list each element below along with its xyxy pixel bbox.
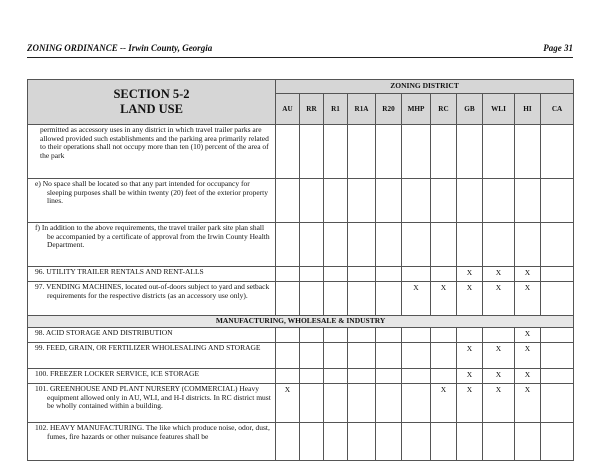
permitted-mark-gb: X bbox=[457, 343, 483, 369]
permitted-mark-r1a bbox=[348, 223, 376, 267]
permitted-mark-rr bbox=[300, 282, 324, 316]
permitted-mark-r1 bbox=[324, 343, 348, 369]
permitted-mark-au bbox=[276, 369, 300, 384]
permitted-mark-r1 bbox=[324, 179, 348, 223]
permitted-mark-wli bbox=[483, 125, 515, 179]
column-header-r20: R20 bbox=[376, 94, 402, 125]
column-header-rr: RR bbox=[300, 94, 324, 125]
permitted-mark-mhp bbox=[402, 328, 431, 343]
column-header-rc: RC bbox=[431, 94, 457, 125]
column-header-mhp: MHP bbox=[402, 94, 431, 125]
permitted-mark-ca bbox=[541, 328, 574, 343]
permitted-mark-rc: X bbox=[431, 282, 457, 316]
table-row bbox=[28, 343, 574, 369]
column-header-gb: GB bbox=[457, 94, 483, 125]
permitted-mark-mhp: X bbox=[402, 282, 431, 316]
land-use-description: 96. UTILITY TRAILER RENTALS AND RENT-ALLS bbox=[28, 267, 276, 282]
permitted-mark-ca bbox=[541, 282, 574, 316]
permitted-mark-r20 bbox=[376, 423, 402, 461]
column-header-hi: HI bbox=[515, 94, 541, 125]
column-header-ca: CA bbox=[541, 94, 574, 125]
permitted-mark-r1a bbox=[348, 423, 376, 461]
permitted-mark-rc bbox=[431, 423, 457, 461]
permitted-mark-hi: X bbox=[515, 267, 541, 282]
column-header-wli: WLI bbox=[483, 94, 515, 125]
permitted-mark-mhp bbox=[402, 384, 431, 423]
permitted-mark-gb: X bbox=[457, 384, 483, 423]
permitted-mark-hi: X bbox=[515, 384, 541, 423]
permitted-mark-ca bbox=[541, 423, 574, 461]
permitted-mark-mhp bbox=[402, 223, 431, 267]
permitted-mark-r20 bbox=[376, 343, 402, 369]
land-use-table bbox=[27, 79, 574, 461]
permitted-mark-r1a bbox=[348, 125, 376, 179]
permitted-mark-ca bbox=[541, 384, 574, 423]
permitted-mark-gb bbox=[457, 223, 483, 267]
permitted-mark-gb: X bbox=[457, 267, 483, 282]
permitted-mark-rr bbox=[300, 423, 324, 461]
permitted-mark-mhp bbox=[402, 343, 431, 369]
permitted-mark-hi: X bbox=[515, 328, 541, 343]
permitted-mark-rr bbox=[300, 369, 324, 384]
permitted-mark-rr bbox=[300, 343, 324, 369]
permitted-mark-ca bbox=[541, 369, 574, 384]
permitted-mark-au bbox=[276, 282, 300, 316]
table-row bbox=[28, 423, 574, 461]
permitted-mark-r1 bbox=[324, 125, 348, 179]
permitted-mark-rc bbox=[431, 369, 457, 384]
permitted-mark-rc: X bbox=[431, 384, 457, 423]
permitted-mark-r1a bbox=[348, 267, 376, 282]
permitted-mark-r20 bbox=[376, 384, 402, 423]
permitted-mark-rr bbox=[300, 267, 324, 282]
land-use-description: 102. HEAVY MANUFACTURING. The like which produce noise, odor, dust, fumes, fire hazards or other nuisance features shall be bbox=[28, 423, 276, 461]
document-title: ZONING ORDINANCE -- Irwin County, Georgia bbox=[27, 43, 213, 53]
permitted-mark-au: X bbox=[276, 384, 300, 423]
permitted-mark-rc bbox=[431, 343, 457, 369]
permitted-mark-r1a bbox=[348, 282, 376, 316]
permitted-mark-r20 bbox=[376, 328, 402, 343]
permitted-mark-r1a bbox=[348, 328, 376, 343]
permitted-mark-rr bbox=[300, 179, 324, 223]
permitted-mark-rr bbox=[300, 328, 324, 343]
column-header-r1: R1 bbox=[324, 94, 348, 125]
page-number: Page 31 bbox=[543, 43, 573, 53]
permitted-mark-au bbox=[276, 267, 300, 282]
permitted-mark-hi: X bbox=[515, 282, 541, 316]
table-row bbox=[28, 179, 574, 223]
table-title-cell bbox=[28, 80, 276, 125]
zoning-district-header: ZONING DISTRICT bbox=[276, 80, 574, 94]
permitted-mark-rr bbox=[300, 223, 324, 267]
permitted-mark-gb bbox=[457, 328, 483, 343]
permitted-mark-r20 bbox=[376, 369, 402, 384]
permitted-mark-mhp bbox=[402, 267, 431, 282]
table-row bbox=[28, 328, 574, 343]
permitted-mark-wli bbox=[483, 179, 515, 223]
permitted-mark-au bbox=[276, 125, 300, 179]
section-number: SECTION 5-2 bbox=[113, 87, 190, 101]
table-row bbox=[28, 282, 574, 316]
permitted-mark-rc bbox=[431, 328, 457, 343]
permitted-mark-wli: X bbox=[483, 282, 515, 316]
permitted-mark-hi: X bbox=[515, 343, 541, 369]
permitted-mark-r1a bbox=[348, 343, 376, 369]
permitted-mark-r20 bbox=[376, 125, 402, 179]
permitted-mark-rc bbox=[431, 125, 457, 179]
permitted-mark-r1 bbox=[324, 384, 348, 423]
permitted-mark-mhp bbox=[402, 369, 431, 384]
permitted-mark-rc bbox=[431, 267, 457, 282]
permitted-mark-hi bbox=[515, 423, 541, 461]
permitted-mark-r1 bbox=[324, 369, 348, 384]
permitted-mark-r1a bbox=[348, 384, 376, 423]
permitted-mark-r1a bbox=[348, 179, 376, 223]
permitted-mark-r20 bbox=[376, 267, 402, 282]
permitted-mark-gb: X bbox=[457, 282, 483, 316]
column-header-au: AU bbox=[276, 94, 300, 125]
land-use-description: 100. FREEZER LOCKER SERVICE, ICE STORAGE bbox=[28, 369, 276, 384]
permitted-mark-au bbox=[276, 179, 300, 223]
permitted-mark-rr bbox=[300, 384, 324, 423]
page-header bbox=[27, 43, 573, 55]
permitted-mark-hi bbox=[515, 223, 541, 267]
permitted-mark-ca bbox=[541, 223, 574, 267]
land-use-description: 98. ACID STORAGE AND DISTRIBUTION bbox=[28, 328, 276, 343]
permitted-mark-wli: X bbox=[483, 267, 515, 282]
permitted-mark-r20 bbox=[376, 282, 402, 316]
permitted-mark-wli bbox=[483, 223, 515, 267]
table-body bbox=[28, 125, 574, 461]
land-use-description: 99. FEED, GRAIN, OR FERTILIZER WHOLESALING AND STORAGE bbox=[28, 343, 276, 369]
permitted-mark-gb bbox=[457, 179, 483, 223]
permitted-mark-wli: X bbox=[483, 384, 515, 423]
permitted-mark-ca bbox=[541, 343, 574, 369]
permitted-mark-ca bbox=[541, 179, 574, 223]
land-use-description: 101. GREENHOUSE AND PLANT NURSERY (COMMERCIAL) Heavy equipment allowed only in AU, WLI, and H-I districts. In RC district must be wholly contained within a building. bbox=[28, 384, 276, 423]
permitted-mark-wli bbox=[483, 423, 515, 461]
permitted-mark-r1 bbox=[324, 282, 348, 316]
table-row bbox=[28, 125, 574, 179]
permitted-mark-gb: X bbox=[457, 369, 483, 384]
land-use-description: f) In addition to the above requirements, the travel trailer park site plan shall be accompanied by a certificate of approval from the Irwin County Health Department. bbox=[28, 223, 276, 267]
permitted-mark-mhp bbox=[402, 125, 431, 179]
permitted-mark-r1 bbox=[324, 267, 348, 282]
permitted-mark-gb bbox=[457, 125, 483, 179]
permitted-mark-r1 bbox=[324, 223, 348, 267]
permitted-mark-mhp bbox=[402, 423, 431, 461]
table-row bbox=[28, 267, 574, 282]
permitted-mark-gb bbox=[457, 423, 483, 461]
land-use-description: permitted as accessory uses in any district in which travel trailer parks are allowed provided such establishments and the parking area primarily related to their operations shall not occupy more than ten (10) percent of the area of the park bbox=[28, 125, 276, 179]
permitted-mark-wli: X bbox=[483, 369, 515, 384]
permitted-mark-au bbox=[276, 223, 300, 267]
table-row bbox=[28, 223, 574, 267]
permitted-mark-r20 bbox=[376, 223, 402, 267]
land-use-description: e) No space shall be located so that any part intended for occupancy for sleeping purposes shall be within twenty (20) feet of the exterior property lines. bbox=[28, 179, 276, 223]
section-row bbox=[28, 316, 574, 328]
permitted-mark-rc bbox=[431, 179, 457, 223]
table-row bbox=[28, 384, 574, 423]
permitted-mark-rc bbox=[431, 223, 457, 267]
permitted-mark-au bbox=[276, 328, 300, 343]
land-use-description: 97. VENDING MACHINES, located out-of-doors subject to yard and setback requirements for the respective districts (as an accessory use only). bbox=[28, 282, 276, 316]
permitted-mark-hi bbox=[515, 179, 541, 223]
header-rule bbox=[27, 57, 573, 58]
permitted-mark-hi bbox=[515, 125, 541, 179]
permitted-mark-r1 bbox=[324, 423, 348, 461]
permitted-mark-hi: X bbox=[515, 369, 541, 384]
permitted-mark-ca bbox=[541, 125, 574, 179]
permitted-mark-r1 bbox=[324, 328, 348, 343]
permitted-mark-r1a bbox=[348, 369, 376, 384]
column-header-r1a: R1A bbox=[348, 94, 376, 125]
section-title: LAND USE bbox=[120, 102, 183, 116]
permitted-mark-r20 bbox=[376, 179, 402, 223]
permitted-mark-au bbox=[276, 423, 300, 461]
permitted-mark-wli bbox=[483, 328, 515, 343]
permitted-mark-ca bbox=[541, 267, 574, 282]
table-row bbox=[28, 369, 574, 384]
permitted-mark-mhp bbox=[402, 179, 431, 223]
permitted-mark-wli: X bbox=[483, 343, 515, 369]
section-heading: MANUFACTURING, WHOLESALE & INDUSTRY bbox=[28, 316, 574, 328]
permitted-mark-au bbox=[276, 343, 300, 369]
permitted-mark-rr bbox=[300, 125, 324, 179]
